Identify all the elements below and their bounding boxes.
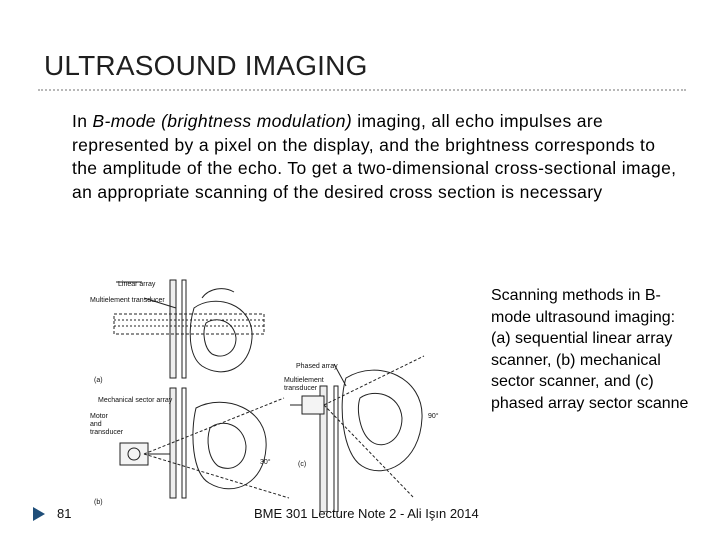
- label-a: (a): [94, 377, 103, 384]
- title-divider: [38, 89, 686, 91]
- slide-title: ULTRASOUND IMAGING: [44, 50, 368, 81]
- bullet-marker-icon: [33, 507, 45, 521]
- intro-body: imaging, all echo impulses are represented by a pixel on the display, and the brightness corresponds to the amplitude of the echo. To get a two-dimensional cross-sectional image, an appropriate scanning of the desired cross section is necessary: [72, 111, 677, 202]
- label-linear-array: Linear array: [118, 281, 156, 288]
- intro-prefix: In: [72, 111, 93, 131]
- label-b: (b): [94, 499, 103, 506]
- mechanical-sector-diagram: [120, 388, 289, 498]
- label-motor-and-transducer: Motor and transducer: [90, 413, 124, 436]
- intro-emphasis: B-mode (brightness modulation): [92, 111, 353, 131]
- linear-array-diagram: [114, 280, 264, 378]
- label-multielement-transducer-a: Multielement transducer: [90, 297, 165, 304]
- intro-paragraph: [72, 110, 677, 204]
- page-number: 81: [57, 506, 72, 521]
- scanning-methods-figure: [84, 268, 484, 512]
- figure-caption: Scanning methods in B-mode ultrasound imaging: (a) sequential linear array scanner, (b) mechanical sector scanner, and (c) phased array sector scanne: [491, 287, 689, 412]
- label-multielement-transducer-c: Multielement transducer: [284, 377, 324, 392]
- label-angle-b: 30°: [260, 459, 271, 466]
- label-mechanical-sector-array: Mechanical sector array: [98, 397, 173, 404]
- label-c: (c): [298, 461, 307, 468]
- footer-text: BME 301 Lecture Note 2 - Ali Işın 2014: [254, 506, 479, 521]
- label-phased-array: Phased array: [296, 363, 338, 370]
- label-angle-c: 90°: [428, 413, 439, 420]
